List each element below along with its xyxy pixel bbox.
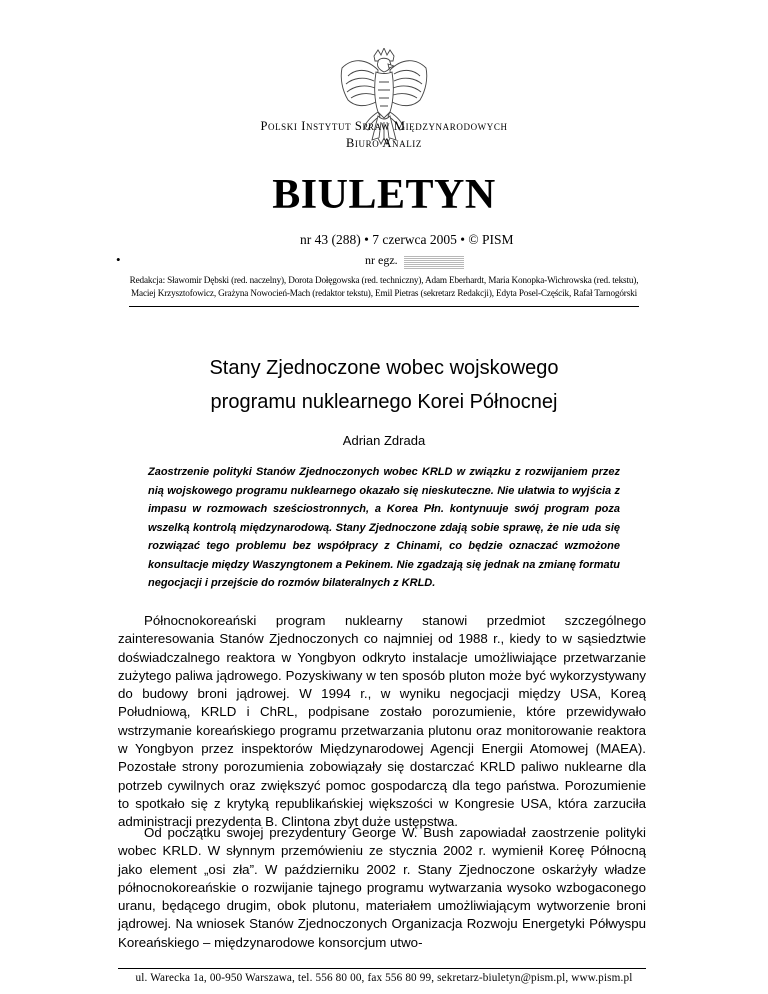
editors-line-2: Maciej Krzysztofowicz, Grażyna Nowocień-Mach (redaktor tekstu), Emil Pietras (sekretarz Redakcji), Edyta Posel-Częścik, Rafał Tarnogórski — [131, 288, 637, 298]
article-author: Adrian Zdrada — [342, 433, 426, 448]
article-title-line-1: Stany Zjednoczone wobec wojskowego — [209, 357, 559, 379]
body-paragraph-1: Północnokoreański program nuklearny stanowi przedmiot szczególnego zainteresowania Stanów Zjednoczonych co najmniej od 1988 r., kiedy to w sąsiedztwie doświadczalnego reaktora w Yongbyon odkryto instalacje umożliwiające przetwarzanie zużytego paliwa jądrowego. Pozyskiwany w ten sposób pluton może być wykorzystywany do budowy broni jądrowej. W 1994 r., w wyniku negocjacji między USA, Koreą Południową, KRLD i ChRL, podpisane zostało porozumienie, które przewidywało wstrzymanie koreańskiego programu przetwarzania plutonu oraz monitorowanie reaktora w Yongbyon przez inspektorów Międzynarodowej Agencji Energii Atomowej (MAEA). Pozostałe strony porozumienia zobowiązały się dostarczać KRLD paliwo nuklearne dla potrzeb cywilnych oraz zwiększyć pomoc gospodarczą dla tego państwa. Porozumienie to spotkało się z krytyką republikańskiej większości w Kongresie USA, która zarzuciła administracji prezydenta B. Clintona zbyt duże ustępstwa. — [118, 613, 646, 830]
bullet-marker: • — [116, 252, 121, 267]
institute-name: Polski Instytut Spraw Międzynarodowych — [260, 119, 508, 133]
editors-line-1: Redakcja: Sławomir Dębski (red. naczelny), Dorota Dołęgowska (red. techniczny), Adam Eberhardt, Maria Konopka-Wichrowska (red. tekstu), — [129, 275, 639, 285]
bulletin-masthead: BIULETYN — [272, 172, 496, 218]
bureau-name: Biuro Analiz — [346, 136, 422, 150]
article-title-line-2: programu nuklearnego Korei Północnej — [210, 391, 558, 413]
copy-number-label: nr egz. — [365, 253, 398, 267]
issue-line: nr 43 (288) • 7 czerwca 2005 • © PISM — [300, 232, 514, 247]
body-paragraph-2: Od początku swojej prezydentury George W. Bush zapowiadał zaostrzenie polityki wobec KRLD. W słynnym przemówieniu ze stycznia 2002 r. wymienił Koreę Północną jako element „osi zła”. W październiku 2002 r. Stany Zjednoczone oskarżyły władze północnokoreańskie o rozwijanie tajnego programu wytwarzania wysoko wzbogaconego uranu, będącego drugim, obok plutonu, materiałem umożliwiającym wytworzenie broni jądrowej. Na wniosek Stanów Zjednoczonych Organizacja Rozwoju Energetyki Półwyspu Koreańskiego – międzynarodowe konsorcjum utwo- — [118, 825, 646, 950]
copy-number-field — [404, 255, 464, 269]
footer-divider — [118, 968, 646, 969]
footer-contact: ul. Warecka 1a, 00-950 Warszawa, tel. 556 80 00, fax 556 80 99, sekretarz-biuletyn@pism.pl, www.pism.pl — [135, 972, 633, 984]
header-divider — [129, 306, 639, 307]
article-abstract: Zaostrzenie polityki Stanów Zjednoczonych wobec KRLD w związku z rozwijaniem przez nią wojskowego programu nuklearnego okazało się nieskuteczne. Nie ułatwia to wyjścia z impasu w rozmowach sześciostronnych, a Korea Płn. kontynuuje swój program poza wszelką kontrolą międzynarodową. Stany Zjednoczone zdają sobie sprawę, że nie uda się rozwiązać tego problemu bez współpracy z Chinami, co będzie oznaczać wzmożone konsultacje między Waszyngtonem a Pekinem. Nie zgadzają się jednak na zmianę formatu negocjacji i przejście do rozmów bilateralnych z KRLD. — [148, 466, 620, 589]
